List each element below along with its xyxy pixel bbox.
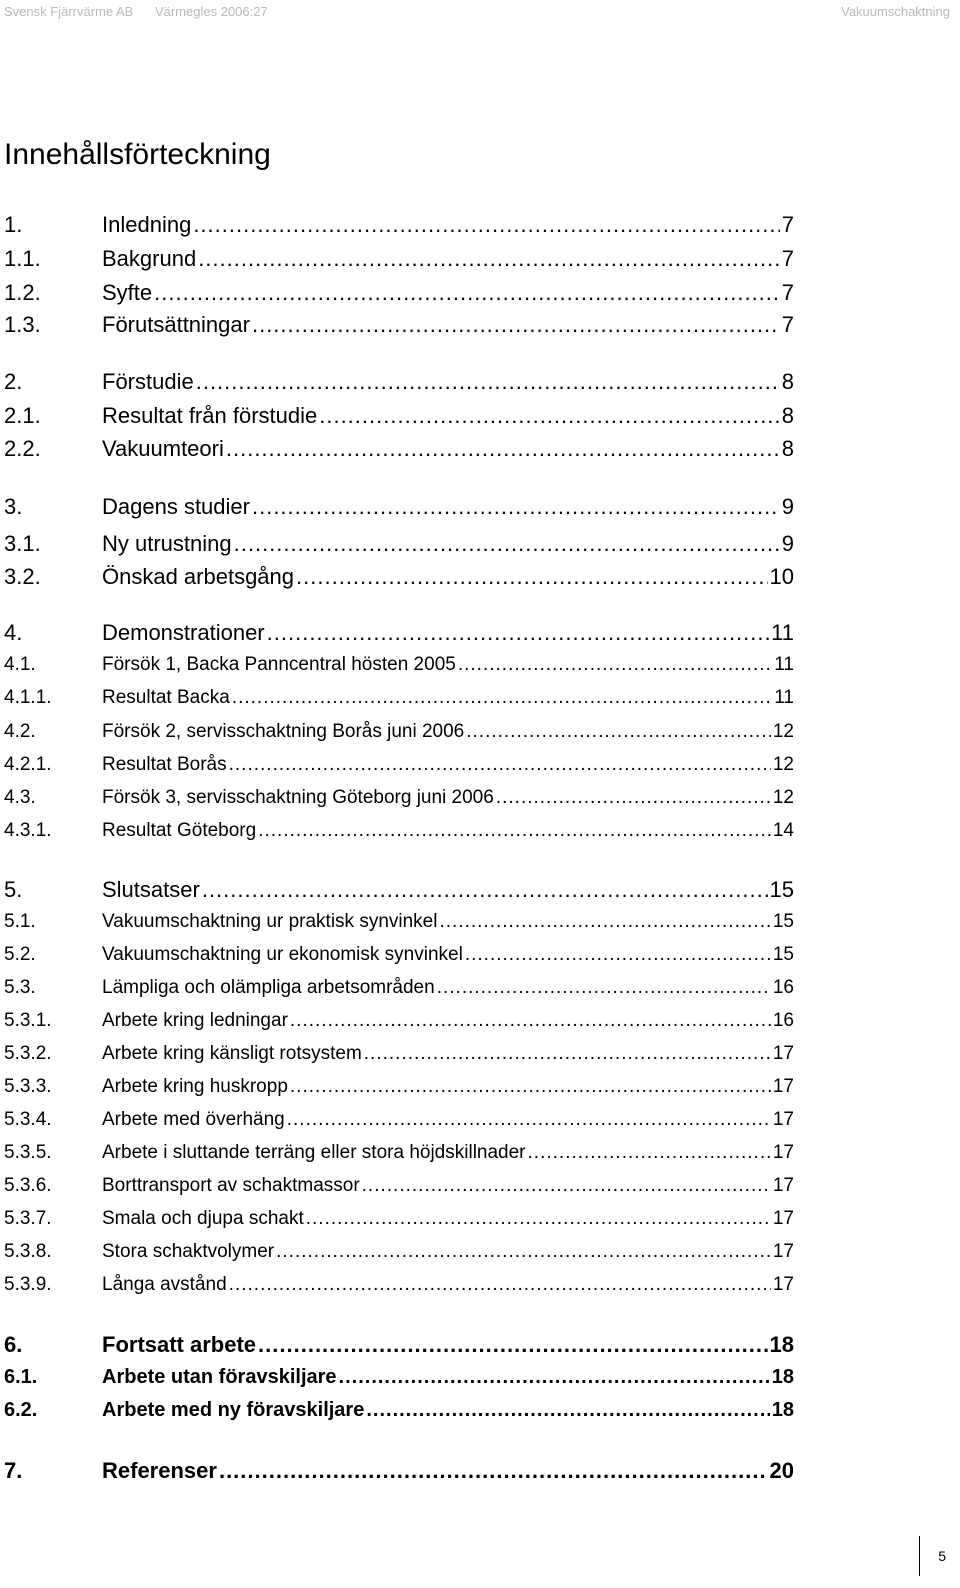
toc-entry-page: 17 [772, 1076, 794, 1097]
toc-entry-number: 5.3.2. [4, 1043, 52, 1064]
toc-entry-number: 5.1. [4, 911, 36, 932]
toc-dot-leader [287, 1109, 771, 1131]
toc-entry-label: Förutsättningar [102, 312, 250, 337]
toc-entry-label: Lämpliga och olämpliga arbetsområden [102, 977, 435, 998]
toc-entry-label: Smala och djupa schakt [102, 1208, 304, 1229]
toc-entry[interactable] [4, 944, 794, 966]
toc-entry[interactable] [4, 654, 794, 676]
toc-dot-leader [226, 436, 780, 462]
page-number: 5 [919, 1536, 946, 1576]
toc-entry-page: 9 [781, 531, 794, 556]
toc-dot-leader [198, 246, 780, 272]
header-company: Svensk Fjärrvärme AB [4, 4, 134, 19]
toc-entry-number: 1.1. [4, 246, 41, 271]
toc-entry[interactable] [4, 1274, 794, 1296]
toc-entry[interactable] [4, 877, 794, 903]
toc-entry-page: 15 [769, 877, 794, 902]
toc-entry-label: Önskad arbetsgång [102, 564, 295, 589]
toc-entry-label: Försök 3, servisschaktning Göteborg juni 2006 [102, 787, 494, 808]
toc-entry-page: 12 [772, 787, 794, 808]
toc-entry[interactable] [4, 403, 794, 429]
toc-entry-label: Bakgrund [102, 246, 197, 271]
toc-entry-page: 14 [772, 820, 794, 841]
toc-entry-page: 8 [781, 436, 794, 461]
toc-entry-page: 18 [769, 1332, 794, 1357]
toc-entry-number: 1.3. [4, 312, 41, 337]
toc-entry-number: 5.3.7. [4, 1208, 52, 1229]
toc-entry-label: Försök 2, servisschaktning Borås juni 2006 [102, 721, 465, 742]
toc-entry-label: Arbete kring känsligt rotsystem [102, 1043, 362, 1064]
toc-entry-label: Vakuumschaktning ur praktisk synvinkel [102, 911, 438, 932]
toc-dot-leader [219, 1458, 768, 1484]
toc-entry-number: 1.2. [4, 280, 41, 305]
toc-dot-leader [252, 312, 780, 338]
toc-entry-number: 4.2.1. [4, 754, 52, 775]
toc-entry[interactable] [4, 1142, 794, 1164]
toc-dot-leader [437, 977, 771, 999]
toc-entry-number: 4.3. [4, 787, 36, 808]
toc-entry[interactable] [4, 1175, 794, 1197]
toc-entry-number: 5.3.3. [4, 1076, 52, 1097]
toc-entry[interactable] [4, 1043, 794, 1065]
toc-entry-number: 5.3.4. [4, 1109, 52, 1130]
toc-dot-leader [252, 494, 780, 520]
header-doc-title: Vakuumschaktning [841, 4, 950, 19]
toc-entry[interactable] [4, 754, 794, 776]
toc-entry-number: 6.1. [4, 1366, 38, 1388]
toc-entry-page: 7 [781, 246, 794, 271]
toc-entry-page: 18 [771, 1399, 794, 1421]
toc-dot-leader [319, 403, 780, 429]
toc-entry[interactable] [4, 369, 794, 395]
toc-dot-leader [202, 877, 768, 903]
toc-entry[interactable] [4, 977, 794, 999]
toc-entry-label: Arbete med ny föravskiljare [102, 1399, 365, 1421]
toc-entry-page: 16 [772, 977, 794, 998]
toc-entry-page: 8 [781, 403, 794, 428]
toc-entry-number: 1. [4, 212, 23, 237]
toc-dot-leader [296, 564, 767, 590]
toc-entry-number: 5.3.6. [4, 1175, 52, 1196]
toc-entry-number: 4.2. [4, 721, 36, 742]
toc-entry[interactable] [4, 1208, 794, 1230]
toc-title: Innehållsförteckning [4, 138, 271, 171]
toc-entry-page: 12 [772, 754, 794, 775]
toc-entry-label: Vakuumteori [102, 436, 224, 461]
toc-entry-page: 17 [772, 1175, 794, 1196]
toc-entry-page: 9 [781, 494, 794, 519]
toc-entry-page: 12 [772, 721, 794, 742]
toc-entry-page: 10 [769, 564, 794, 589]
toc-dot-leader [267, 620, 770, 646]
toc-dot-leader [306, 1208, 771, 1230]
toc-dot-leader [258, 1332, 767, 1358]
toc-entry-page: 7 [781, 212, 794, 237]
toc-entry[interactable] [4, 1109, 794, 1131]
toc-entry-label: Syfte [102, 280, 153, 305]
toc-dot-leader [229, 754, 771, 776]
toc-entry-label: Inledning [102, 212, 192, 237]
toc-entry-label: Slutsatser [102, 877, 200, 902]
toc-entry-number: 2. [4, 369, 23, 394]
toc-entry-label: Resultat Backa [102, 687, 230, 708]
toc-entry[interactable] [4, 1332, 794, 1358]
toc-entry-page: 16 [772, 1010, 794, 1031]
toc-entry-label: Ny utrustning [102, 531, 232, 556]
toc-entry-label: Försök 1, Backa Panncentral hösten 2005 [102, 654, 456, 675]
toc-entry[interactable] [4, 820, 794, 842]
toc-entry-label: Referenser [102, 1458, 217, 1483]
toc-entry[interactable] [4, 1458, 794, 1484]
toc-entry-label: Vakuumschaktning ur ekonomisk synvinkel [102, 944, 463, 965]
page-header [4, 4, 950, 19]
header-left [4, 4, 950, 19]
toc-dot-leader [234, 531, 780, 557]
toc-entry-label: Borttransport av schaktmassor [102, 1175, 360, 1196]
toc-entry-page: 11 [774, 687, 794, 708]
toc-entry[interactable] [4, 564, 794, 590]
toc-entry[interactable] [4, 494, 794, 520]
toc-entry-number: 4.1. [4, 654, 36, 675]
toc-entry-page: 11 [774, 654, 794, 675]
toc-entry-number: 3. [4, 494, 23, 519]
toc-entry-number: 3.1. [4, 531, 41, 556]
toc-entry[interactable] [4, 280, 794, 306]
toc-entry-number: 7. [4, 1458, 23, 1483]
toc-entry-label: Arbete kring huskropp [102, 1076, 288, 1097]
toc-entry[interactable] [4, 620, 794, 646]
toc-entry-label: Arbete med överhäng [102, 1109, 285, 1130]
toc-entry[interactable] [4, 436, 794, 462]
toc-dot-leader [364, 1043, 771, 1065]
toc-dot-leader [229, 1274, 771, 1296]
toc-dot-leader [290, 1010, 771, 1032]
toc-dot-leader [362, 1175, 771, 1197]
toc-dot-leader [193, 212, 779, 238]
toc-entry-number: 3.2. [4, 564, 41, 589]
toc-dot-leader [458, 654, 772, 676]
toc-entry-label: Stora schaktvolymer [102, 1241, 275, 1262]
toc-dot-leader [290, 1076, 771, 1098]
toc-entry[interactable] [4, 1241, 794, 1263]
toc-entry-number: 2.1. [4, 403, 41, 428]
toc-entry-label: Fortsatt arbete [102, 1332, 257, 1357]
toc-entry-page: 7 [781, 280, 794, 305]
toc-entry-number: 6.2. [4, 1399, 38, 1421]
toc-entry-label: Dagens studier [102, 494, 250, 519]
toc-entry-page: 17 [772, 1142, 794, 1163]
toc-entry[interactable] [4, 246, 794, 272]
toc-entry-number: 4.3.1. [4, 820, 52, 841]
toc-entry-label: Resultat Göteborg [102, 820, 257, 841]
toc-entry-label: Resultat Borås [102, 754, 227, 775]
toc-entry-label: Långa avstånd [102, 1274, 227, 1295]
toc-entry-label: Arbete utan föravskiljare [102, 1366, 337, 1388]
toc-entry-label: Arbete kring ledningar [102, 1010, 288, 1031]
toc-entry-label: Demonstrationer [102, 620, 265, 645]
toc-entry[interactable] [4, 531, 794, 557]
toc-entry-number: 5.3.8. [4, 1241, 52, 1262]
toc-dot-leader [276, 1241, 771, 1263]
toc-dot-leader [232, 687, 772, 709]
toc-dot-leader [258, 820, 771, 842]
toc-entry[interactable] [4, 1366, 794, 1389]
toc-entry-page: 15 [772, 911, 794, 932]
toc-entry-number: 5.3.1. [4, 1010, 52, 1031]
toc-dot-leader [439, 911, 770, 933]
toc-entry[interactable] [4, 1010, 794, 1032]
toc-dot-leader [196, 369, 780, 395]
toc-entry-page: 18 [771, 1366, 794, 1388]
toc-entry[interactable] [4, 1399, 794, 1422]
toc-entry-page: 17 [772, 1208, 794, 1229]
toc-entry-page: 8 [781, 369, 794, 394]
toc-dot-leader [366, 1399, 769, 1422]
toc-entry-number: 5.3.5. [4, 1142, 52, 1163]
toc-entry-number: 5.3. [4, 977, 36, 998]
toc-entry[interactable] [4, 687, 794, 709]
toc-entry[interactable] [4, 721, 794, 743]
toc-dot-leader [154, 280, 780, 306]
toc-entry-label: Resultat från förstudie [102, 403, 318, 428]
toc-entry[interactable] [4, 312, 794, 338]
toc-entry[interactable] [4, 787, 794, 809]
toc-entry-number: 5.3.9. [4, 1274, 52, 1295]
toc-dot-leader [496, 787, 771, 809]
toc-entry-number: 5.2. [4, 944, 36, 965]
toc-entry-page: 17 [772, 1274, 794, 1295]
toc-dot-leader [465, 944, 771, 966]
toc-entry-number: 4.1.1. [4, 687, 52, 708]
toc-entry-page: 11 [771, 620, 794, 645]
toc-entry-number: 2.2. [4, 436, 41, 461]
toc-entry[interactable] [4, 911, 794, 933]
toc-dot-leader [339, 1366, 770, 1389]
toc-entry-number: 5. [4, 877, 23, 902]
toc-entry[interactable] [4, 1076, 794, 1098]
toc-entry-label: Förstudie [102, 369, 194, 394]
toc-entry-number: 6. [4, 1332, 23, 1357]
toc-entry-page: 20 [769, 1458, 794, 1483]
toc-entry-page: 15 [772, 944, 794, 965]
toc-dot-leader [466, 721, 771, 743]
toc-entry-label: Arbete i sluttande terräng eller stora höjdskillnader [102, 1142, 526, 1163]
toc-entry-number: 4. [4, 620, 23, 645]
toc-entry-page: 17 [772, 1109, 794, 1130]
toc-entry-page: 17 [772, 1043, 794, 1064]
toc-dot-leader [528, 1142, 771, 1164]
toc-entry[interactable] [4, 212, 794, 238]
toc-entry-page: 7 [781, 312, 794, 337]
toc-entry-page: 17 [772, 1241, 794, 1262]
header-series: Värmegles 2006:27 [154, 4, 268, 19]
